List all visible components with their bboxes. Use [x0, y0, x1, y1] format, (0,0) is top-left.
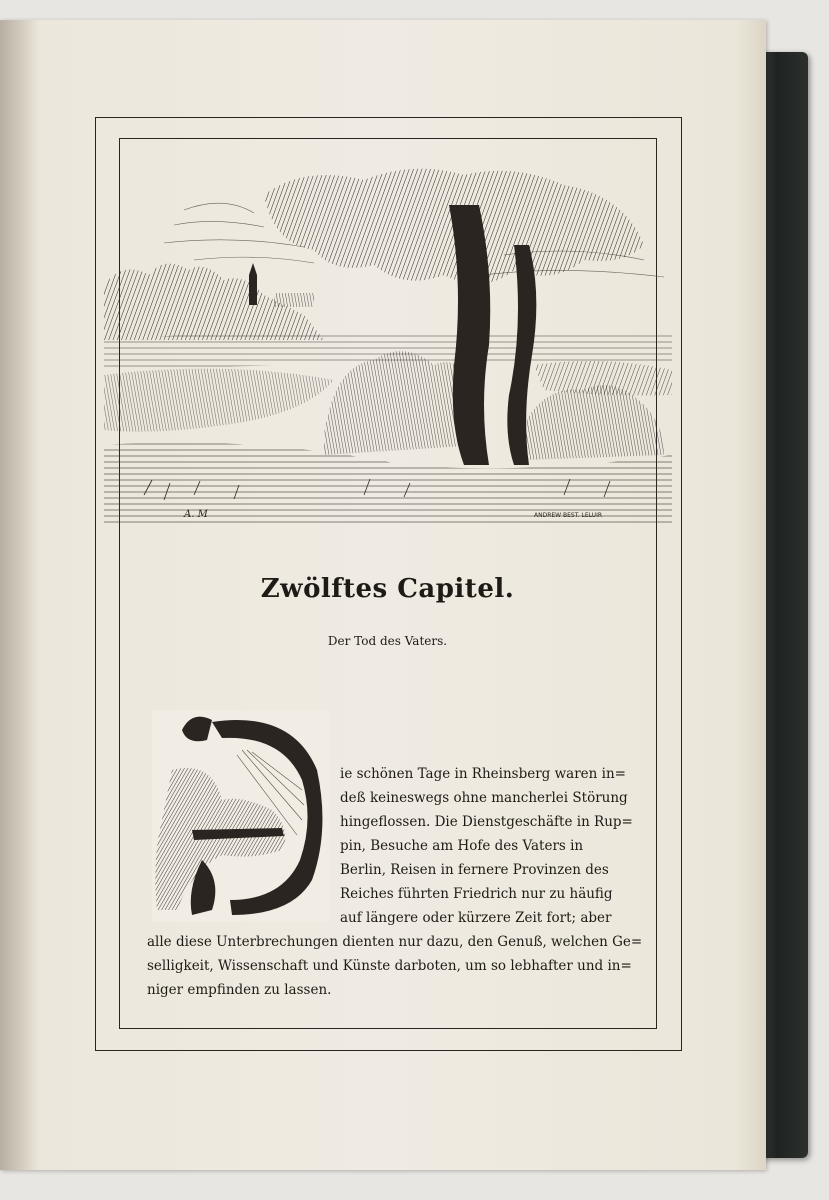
body-line-4: pin, Besuche am Hofe des Vaters in	[340, 838, 584, 854]
chapter-subtitle: Der Tod des Vaters.	[327, 634, 448, 648]
landscape-engraving	[104, 165, 672, 525]
body-line-5: Berlin, Reisen in fernere Provinzen des	[340, 862, 609, 878]
chapter-title: Zwölftes Capitel.	[260, 574, 515, 604]
body-line-2: deß keineswegs ohne mancherlei Störung	[340, 790, 628, 806]
body-line-10: niger empfinden zu lassen.	[147, 982, 332, 998]
page-gutter-shadow	[0, 20, 40, 1170]
engraver-signature-left: A. M	[184, 509, 208, 520]
body-line-3: hingeflossen. Die Dienstgeschäfte in Rup=	[340, 814, 633, 830]
engraver-signature-right: ANDREW BEST. LELUIR	[534, 512, 603, 519]
body-line-9: selligkeit, Wissenschaft und Künste darboten, um so lebhafter und in=	[147, 958, 632, 974]
body-line-8: alle diese Unterbrechungen dienten nur dazu, den Genuß, welchen Ge=	[147, 934, 643, 950]
body-line-6: Reiches führten Friedrich nur zu häufig	[340, 886, 613, 902]
body-line-7: auf längere oder kürzere Zeit fort; aber	[340, 910, 612, 926]
decorative-initial-d	[152, 710, 330, 922]
body-line-1: ie schönen Tage in Rheinsberg waren in=	[340, 766, 626, 782]
